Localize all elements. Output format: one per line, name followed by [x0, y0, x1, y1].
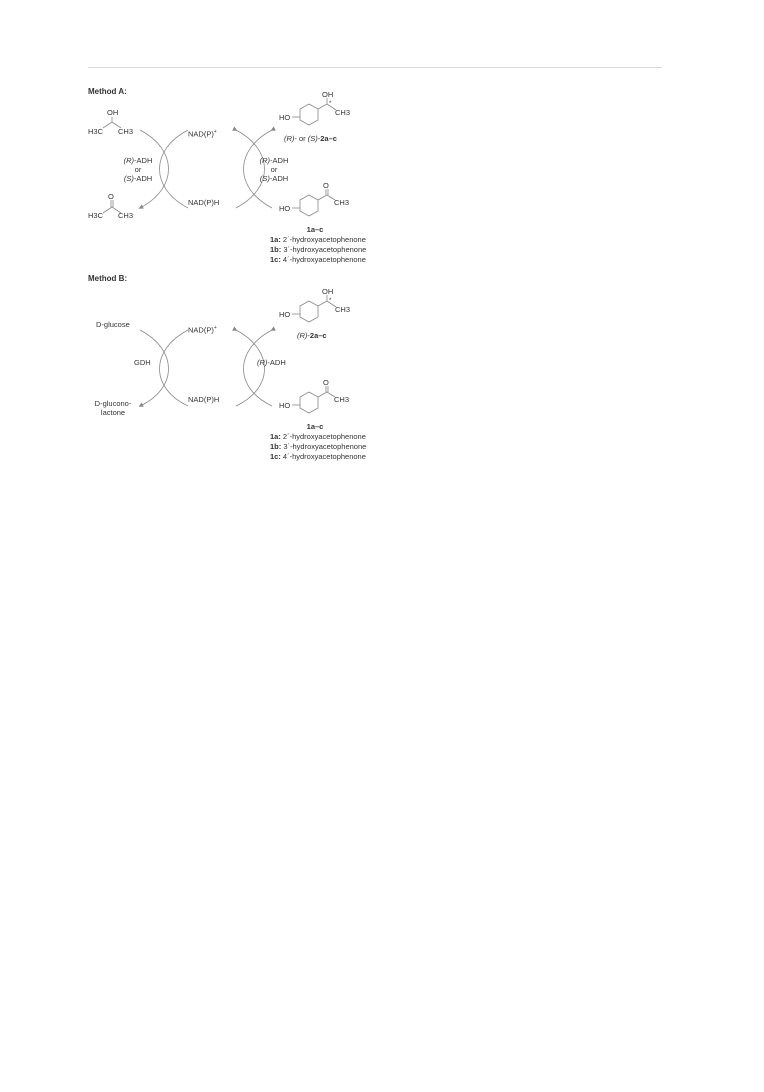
methodB-left-arc — [140, 330, 169, 406]
methodA-legend-1c: 1c: 4´-hydroxyacetophenone — [270, 255, 366, 264]
methodB-center-left-arc — [160, 330, 189, 406]
methodA-isopropanol-h3c: H3C — [88, 127, 104, 136]
methodA-left-enzyme-line2: or — [134, 165, 142, 174]
methodA-legend-1b: 1b: 3´-hydroxyacetophenone — [270, 245, 367, 254]
methodA-heading: Method A: — [88, 87, 127, 96]
methodB-heading: Method B: — [88, 274, 128, 283]
methodB-gluconolactone-line2: lactone — [100, 408, 126, 417]
methodA-product-ho: HO — [279, 113, 291, 122]
methodA-product-ch3: CH3 — [335, 108, 351, 117]
methodA-cofactor-reduced: NAD(P)H — [188, 198, 220, 207]
methodA-acetone-o: O — [108, 192, 114, 201]
methodB-legend-1a: 1a: 2´-hydroxyacetophenone — [270, 432, 366, 441]
methodA-product-stereo-star: * — [329, 101, 332, 107]
methodA-left-enzyme-line3: (S)-ADH — [123, 174, 153, 183]
methodB-substrate-o: O — [323, 378, 329, 387]
methodA-acetone-ch3: CH3 — [118, 211, 134, 220]
methodB-cofactor-reduced: NAD(P)H — [188, 395, 220, 404]
methodB-legend-1b: 1b: 3´-hydroxyacetophenone — [270, 442, 367, 451]
methodA-product-label: (R)- or (S)-2a–c — [284, 134, 337, 143]
methodA-right-enzyme-line3: (S)-ADH — [259, 174, 289, 183]
methodA-substrate-ch3: CH3 — [334, 198, 350, 207]
methodA-right-enzyme-line2: or — [270, 165, 278, 174]
methodA-cofactor-oxidized: NAD(P)+ — [188, 129, 217, 139]
methodA-product-oh: OH — [322, 90, 334, 99]
methodB-substrate-ch3: CH3 — [334, 395, 350, 404]
methodA-legend-1a: 1a: 2´-hydroxyacetophenone — [270, 235, 366, 244]
methodA-substrate-o: O — [323, 181, 329, 190]
methodB-product-oh: OH — [322, 287, 334, 296]
methodB-gluconolactone-line1: D-glucono- — [94, 399, 132, 408]
methodB-product-label: (R)-2a–c — [297, 331, 327, 340]
methodA-substrate-ring — [292, 189, 335, 216]
methodB-substrate-label: 1a–c — [306, 422, 324, 431]
methodB-center-right-arc — [236, 330, 265, 406]
methodA-isopropanol-ch3: CH3 — [118, 127, 134, 136]
methodA-center-left-arc — [160, 130, 189, 208]
methodB-cofactor-oxidized: NAD(P)+ — [188, 325, 217, 335]
methodA-substrate-ho: HO — [279, 204, 291, 213]
methodB-right-enzyme: (R)-ADH — [257, 358, 286, 367]
methodA-acetone-h3c: H3C — [88, 211, 104, 220]
methodA-isopropanol-oh: OH — [107, 108, 119, 117]
methodB-substrate-ho: HO — [279, 401, 291, 410]
methodB-right-arc — [244, 330, 273, 406]
methodA-substrate-label: 1a–c — [306, 225, 324, 234]
methodB-product-ch3: CH3 — [335, 305, 351, 314]
methodB-glucose: D-glucose — [96, 320, 130, 329]
methodB-product-stereo-star: * — [329, 298, 332, 304]
methodA-left-enzyme-line1: (R)-ADH — [123, 156, 153, 165]
methodA-right-enzyme-line1: (R)-ADH — [259, 156, 289, 165]
methodB-substrate-ring — [292, 386, 335, 413]
methodB-left-enzyme: GDH — [134, 358, 151, 367]
methodB-product-ho: HO — [279, 310, 291, 319]
methodB-legend-1c: 1c: 4´-hydroxyacetophenone — [270, 452, 366, 461]
